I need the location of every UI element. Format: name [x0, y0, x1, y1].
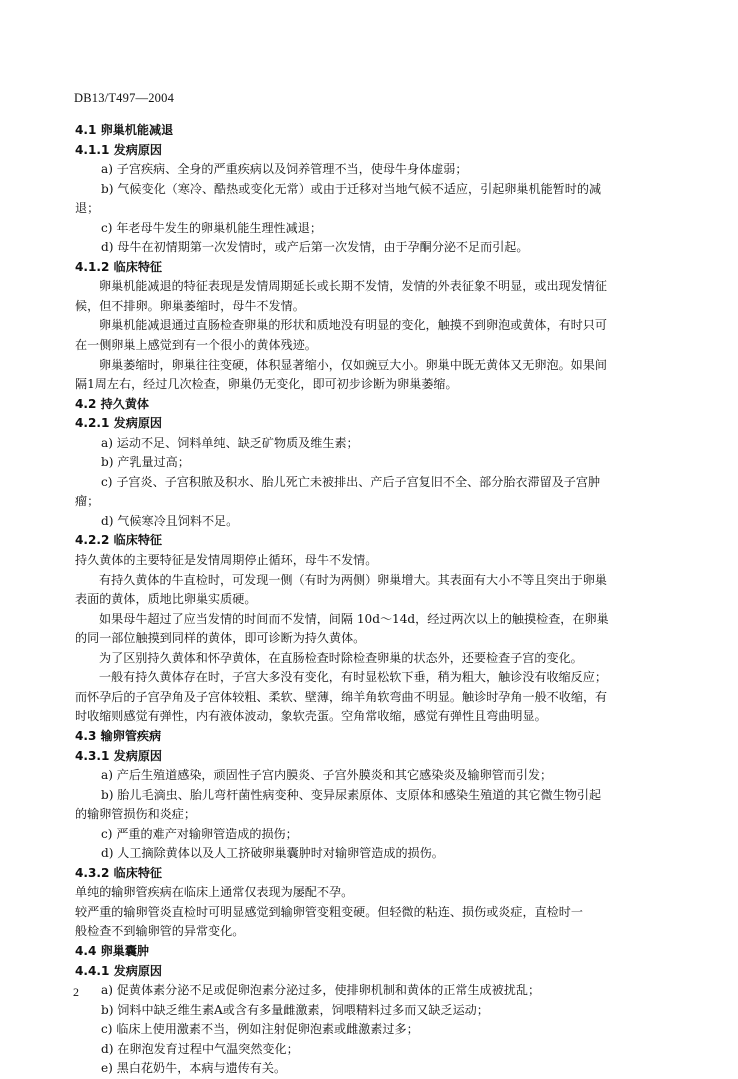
text-line: 退；: [75, 201, 100, 216]
text-line: 瘤；: [75, 494, 100, 509]
paragraph-line: 如果母牛超过了应当发情的时间而不发情，间隔 10d～14d，经过两次以上的触摸检查，在卵巢: [99, 611, 609, 626]
subsection-heading: 4.4.1 发病原因: [75, 963, 163, 978]
list-item: a) 运动不足、饲料单纯、缺乏矿物质及维生素；: [101, 435, 359, 450]
text-line: 时收缩则感觉有弹性，内有液体波动，象软壳蛋。空角常收缩，感觉有弹性且弯曲明显。: [75, 709, 547, 724]
paragraph-line: 卵巢萎缩时，卵巢往往变硬，体积显著缩小，仅如豌豆大小。卵巢中既无黄体又无卵泡。如果间: [99, 357, 607, 372]
section-heading: 4.1 卵巢机能减退: [75, 123, 174, 137]
text-line: 在一侧卵巢上感觉到有一个很小的黄体残迹。: [75, 338, 317, 353]
text-line: 的输卵管损伤和炎症；: [75, 807, 196, 822]
list-item: c) 子宫炎、子宫积脓及积水、胎儿死亡未被排出、产后子宫复旧不全、部分胎衣滞留及子宫肿: [101, 474, 601, 489]
list-item: a) 产后生殖道感染，顽固性子宫内膜炎、子宫外膜炎和其它感染炎及输卵管而引发；: [101, 768, 553, 783]
list-item: e) 黑白花奶牛，本病与遗传有关。: [101, 1061, 287, 1076]
subsection-heading: 4.1.2 临床特征: [75, 259, 163, 274]
section-heading: 4.4 卵巢囊肿: [75, 943, 150, 958]
list-item: b) 饲料中缺乏维生素A或含有多量雌激素，饲喂精料过多而又缺乏运动；: [101, 1002, 489, 1017]
list-item: d) 在卵泡发育过程中气温突然变化；: [101, 1041, 299, 1056]
list-item: d) 气候寒冷且饲料不足。: [101, 513, 239, 528]
paragraph-line: 为了区别持久黄体和怀孕黄体，在直肠检查时除检查卵巢的状态外，还要检查子宫的变化。: [99, 650, 583, 665]
list-item: a) 子宫疾病、全身的严重疾病以及饲养管理不当，使母牛身体虚弱；: [101, 162, 468, 177]
subsection-heading: 4.2.2 临床特征: [75, 533, 163, 548]
list-item: b) 胎儿毛滴虫、胎儿弯杆菌性病变种、变异尿素原体、支原体和感染生殖道的其它微生物引起: [101, 787, 602, 802]
paragraph-line: 有持久黄体的牛直检时，可发现一侧（有时为两侧）卵巢增大。其表面有大小不等且突出于卵巢: [99, 572, 607, 587]
subsection-heading: 4.2.1 发病原因: [75, 416, 163, 431]
list-item: b) 气候变化（寒冷、酷热或变化无常）或由于迁移对当地气候不适应，引起卵巢机能暂时的减: [101, 181, 602, 196]
text-line: 般检查不到输卵管的异常变化。: [75, 924, 245, 939]
list-item: c) 临床上使用激素不当，例如注射促卵泡素或雌激素过多；: [101, 1022, 419, 1037]
text-line: 单纯的输卵管疾病在临床上通常仅表现为屡配不孕。: [75, 885, 354, 900]
paragraph-line: 卵巢机能减退的特征表现是发情周期延长或长期不发情，发情的外表征象不明显，或出现发情征: [99, 279, 607, 294]
text-line: 隔1周左右，经过几次检查，卵巢仍无变化，即可初步诊断为卵巢萎缩。: [75, 377, 458, 392]
list-item: b) 产乳量过高；: [101, 455, 190, 470]
text-line: 持久黄体的主要特征是发情周期停止循环，母牛不发情。: [75, 553, 378, 568]
list-item: d) 人工摘除黄体以及人工挤破卵巢囊肿时对输卵管造成的损伤。: [101, 846, 444, 861]
section-heading: 4.3 输卵管疾病: [75, 728, 162, 743]
text-line: 表面的黄体，质地比卵巢实质硬。: [75, 592, 257, 607]
list-item: a) 促黄体素分泌不足或促卵泡素分泌过多，使排卵机制和黄体的正常生成被扰乱；: [101, 983, 541, 998]
standard-code: DB13/T497—2004: [74, 91, 175, 105]
document-body: [75, 121, 665, 1079]
text-line: 较严重的输卵管炎直检时可明显感觉到输卵管变粗变硬。但轻微的粘连、损伤或炎症，直检时一: [75, 904, 583, 919]
subsection-heading: 4.3.2 临床特征: [75, 865, 163, 880]
paragraph-line: 一般有持久黄体存在时，子宫大多没有变化，有时显松软下垂，稍为粗大，触诊没有收缩反应；: [99, 670, 607, 685]
subsection-heading: 4.1.1 发病原因: [75, 142, 163, 157]
subsection-heading: 4.3.1 发病原因: [75, 748, 163, 763]
list-item: c) 年老母牛发生的卵巢机能生理性减退；: [101, 220, 322, 235]
section-heading: 4.2 持久黄体: [75, 396, 150, 411]
paragraph-line: 卵巢机能减退通过直肠检查卵巢的形状和质地没有明显的变化，触摸不到卵泡或黄体，有时只可: [99, 318, 607, 333]
list-item: d) 母牛在初情期第一次发情时，或产后第一次发情，由于孕酮分泌不足而引起。: [101, 240, 529, 255]
text-line: 的同一部位触摸到同样的黄体，即可诊断为持久黄体。: [75, 631, 366, 646]
page-number: 2: [73, 985, 79, 999]
text-line: 候，但不排卵。卵巢萎缩时，母牛不发情。: [75, 298, 305, 313]
text-line: 而怀孕后的子宫孕角及子宫体较粗、柔软、壁薄，绵羊角软弯曲不明显。触诊时孕角一般不收缩，有: [75, 689, 608, 704]
list-item: c) 严重的难产对输卵管造成的损伤；: [101, 826, 298, 841]
